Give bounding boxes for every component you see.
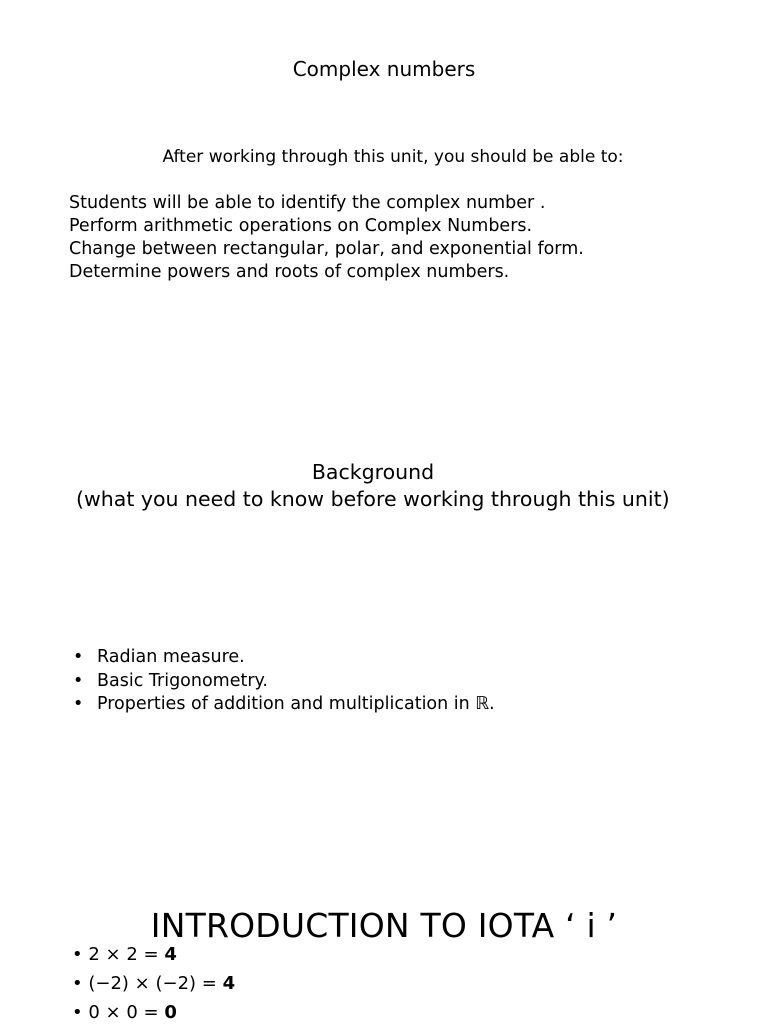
objective-item: Change between rectangular, polar, and exponential form. [69,239,584,259]
equation-result: 0 [164,1002,177,1023]
bullet-icon: • [72,973,83,994]
prerequisite-list [73,646,513,717]
introduction-heading: INTRODUCTION TO IOTA ‘ i ’ [150,906,618,945]
objectives-intro: After working through this unit, you should be able to: [162,147,624,167]
equation-list [72,940,235,1027]
background-subheading: (what you need to know before working through this unit) [76,487,670,511]
prerequisite-text: Basic Trigonometry. [97,670,268,691]
objective-item: Students will be able to identify the complex number . [69,193,546,213]
prerequisite-item [73,646,513,670]
bullet-icon: • [72,1002,83,1023]
bullet-icon: • [73,670,84,691]
equation-expression: 2 × 2 = [88,944,165,965]
bullet-icon: • [73,647,84,667]
bullet-icon: • [73,694,84,714]
equation-expression: (−2) × (−2) = [88,973,223,994]
prerequisite-item [73,670,513,694]
objectives-list [69,192,749,284]
page-title: Complex numbers [292,57,476,81]
objective-item: Determine powers and roots of complex numbers. [69,262,510,282]
equation-item [72,940,235,969]
prerequisite-text: Radian measure. [97,647,245,667]
background-heading: Background [311,460,435,484]
objective-item: Perform arithmetic operations on Complex Numbers. [69,216,533,236]
prerequisite-text: Properties of addition and multiplication in ℝ. [97,694,495,714]
equation-result: 4 [222,973,236,994]
equation-expression: 0 × 0 = [88,1002,165,1023]
bullet-icon: • [72,944,83,965]
equation-item [72,998,235,1027]
prerequisite-item [73,693,513,717]
equation-item [72,969,235,998]
equation-result: 4 [164,944,177,965]
